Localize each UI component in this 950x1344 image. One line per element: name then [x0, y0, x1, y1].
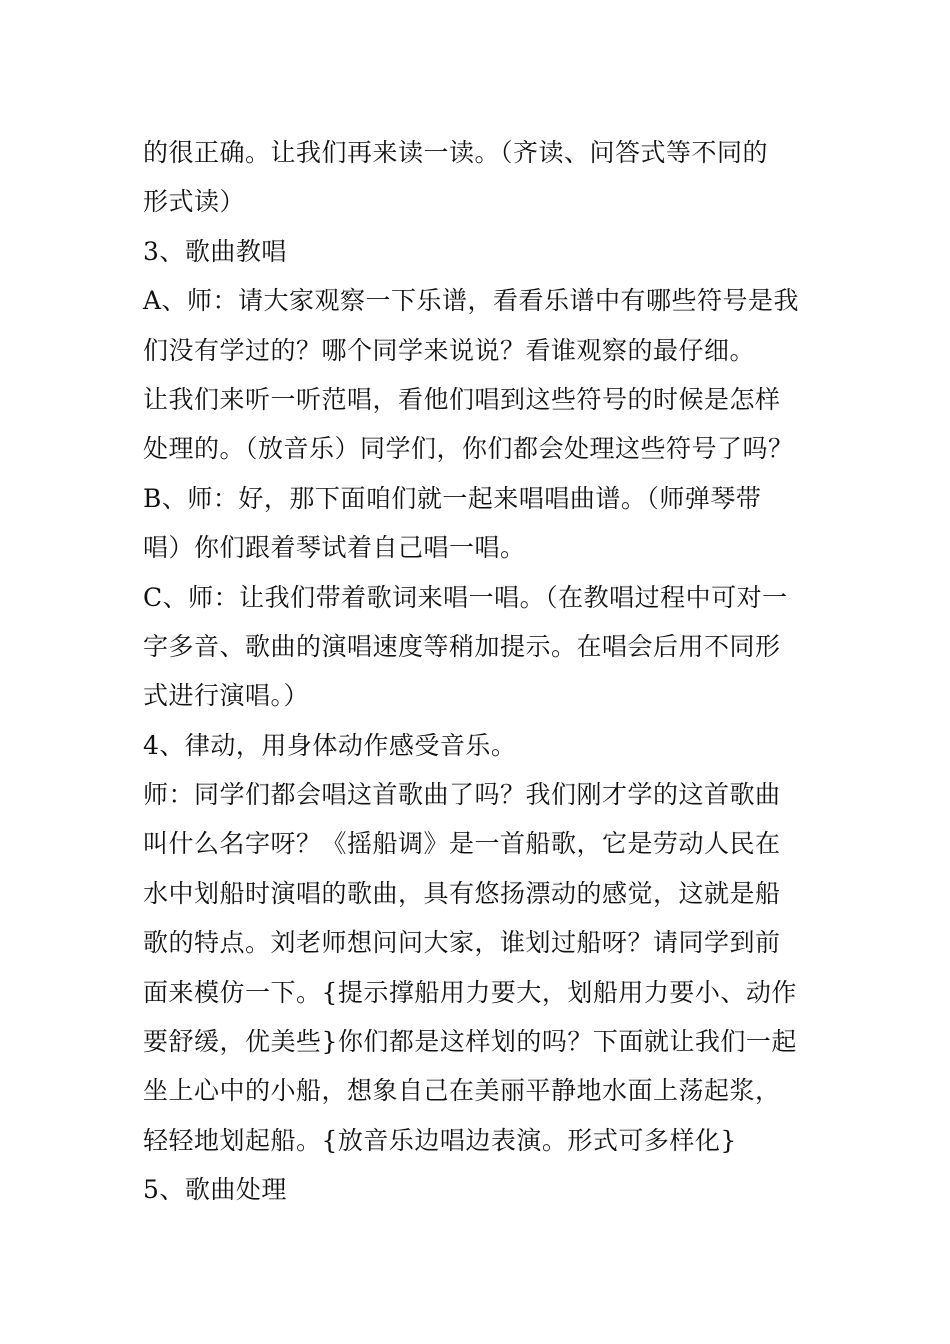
text-line: 式进行演唱。） [143, 681, 310, 711]
document-body [143, 128, 813, 1215]
text-line: 面来模仿一下。{提示撑船用力要大，划船用力要小、动作 [143, 977, 797, 1007]
text-line: A、师：请大家观察一下乐谱，看看乐谱中有哪些符号是我 [143, 286, 800, 316]
text-line: 让我们来听一听范唱，看他们唱到这些符号的时候是怎样 [143, 384, 781, 414]
text-line: 形式读） [143, 187, 246, 217]
text-line: 叫什么名字呀？《摇船调》是一首船歌，它是劳动人民在 [143, 829, 781, 859]
section-heading: 5、歌曲处理 [143, 1175, 287, 1205]
text-line: C、师：让我们带着歌词来唱一唱。（在教唱过程中可对一 [143, 582, 788, 612]
text-line: 字多音、歌曲的演唱速度等稍加提示。在唱会后用不同形 [143, 631, 781, 661]
text-line: 坐上心中的小船，想象自己在美丽平静地水面上荡起浆， [143, 1076, 781, 1106]
text-line: 处理的。（放音乐）同学们，你们都会处理这些符号了吗？ [143, 434, 794, 464]
section-heading: 4、律动，用身体动作感受音乐。 [143, 730, 517, 760]
text-line: 轻轻地划起船。{放音乐边唱边表演。形式可多样化} [143, 1125, 737, 1155]
text-line: 们没有学过的？哪个同学来说说？看谁观察的最仔细。 [143, 335, 756, 365]
text-line: 的很正确。让我们再来读一读。（齐读、问答式等不同的 [143, 138, 769, 167]
text-line: 师：同学们都会唱这首歌曲了吗？我们刚才学的这首歌曲 [143, 780, 781, 810]
text-line: B、师：好，那下面咱们就一起来唱唱曲谱。（师弹琴带 [143, 483, 762, 513]
text-line: 歌的特点。刘老师想问问大家，谁划过船呀？请同学到前 [143, 928, 781, 958]
text-line: 水中划船时演唱的歌曲，具有悠扬漂动的感觉，这就是船 [143, 878, 781, 908]
text-line: 唱）你们跟着琴试着自己唱一唱。 [143, 533, 526, 563]
text-line: 要舒缓，优美些}你们都是这样划的吗？下面就让我们一起 [143, 1027, 797, 1057]
section-heading: 3、歌曲教唱 [143, 236, 287, 266]
